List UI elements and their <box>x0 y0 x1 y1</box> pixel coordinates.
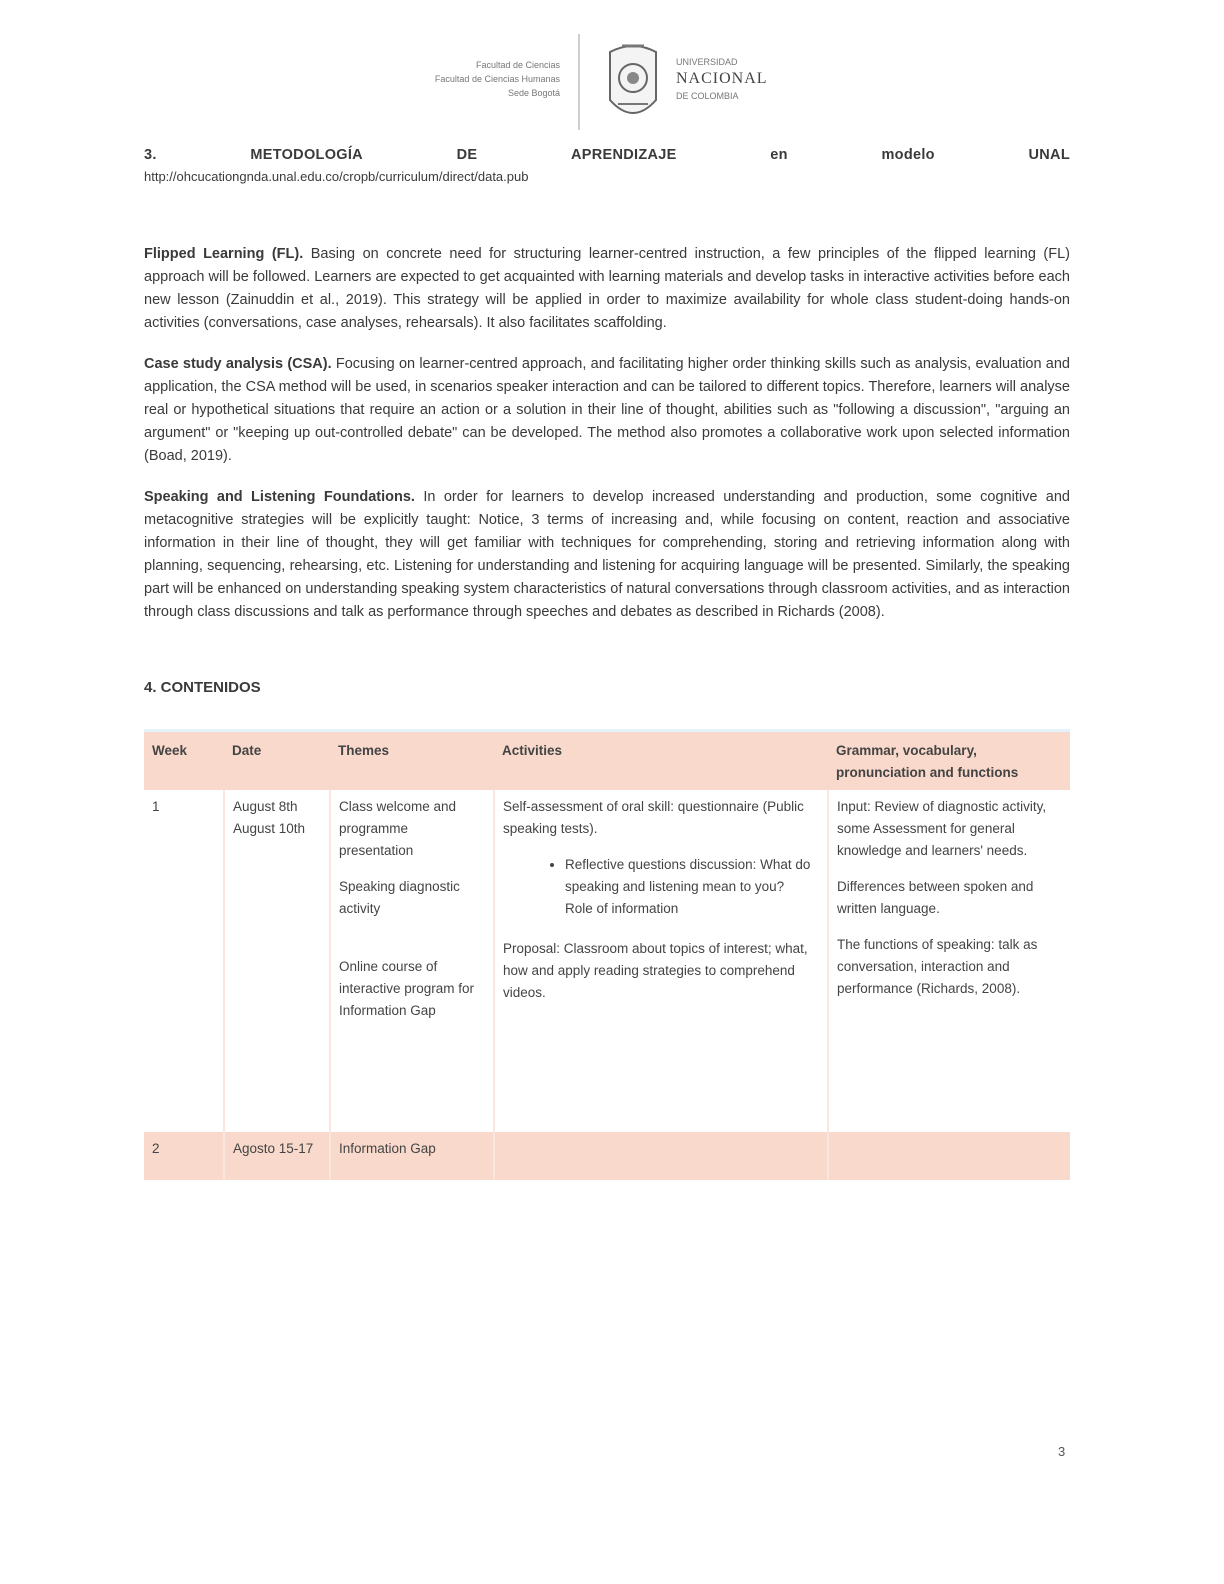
date-line: August 10th <box>233 821 306 836</box>
contents-heading: 4. CONTENIDOS <box>144 679 261 696</box>
column-header-date: Date <box>224 732 330 790</box>
paragraph-text: Focusing on learner-centred approach, and facilitating higher order thinking skills such as analysis, evaluation and application, the CSA method will be used, in scenarios speaker interaction and can be tailored to different topics. Therefore, learners will analyse real or hypothetical situations that require an action or a solution in their line of thought, abilities such as "following a discussion", "arguing an argument" or "keeping up out-controlled debate" can be developed. The method also promotes a collaborative work upon selected information (Boad, 2019). <box>144 356 1070 464</box>
document-body <box>144 144 1070 1180</box>
column-header-grammar: Grammar, vocabulary, pronunciation and functions <box>828 732 1070 790</box>
themes-cell: Information Gap <box>330 1132 494 1180</box>
paragraph-speaking-listening <box>144 486 1070 624</box>
heading-word: DE <box>456 147 478 163</box>
section-3-heading <box>144 144 1070 167</box>
university-line-2: NACIONAL <box>676 70 768 87</box>
paragraph-text: In order for learners to develop increased understanding and production, some cognitive and metacognitive strategies will be explicitly taught: Notice, 3 terms of increasing and, while focusing on content, reaction and associative information in their line of thought, they will get familiar with techniques for comprehending, storing and retrieving information along with planning, sequencing, rehearsing, etc. Listening for understanding and listening for acquiring language will be presented. Similarly, the speaking part will be enhanced on understanding speaking system characteristics of natural conversations through classroom activities, and as interaction through class discussions and talk as performance through speeches and debates as described in Richards (2008). <box>144 489 1070 620</box>
column-header-activities: Activities <box>494 732 828 790</box>
faculty-line-2: Facultad de Ciencias Humanas <box>434 74 560 84</box>
themes-cell <box>330 790 494 1132</box>
heading-word: en <box>770 147 788 163</box>
contents-table <box>144 732 1070 1180</box>
list-item: • Reflective questions discussion: What do speaking and listening mean to you? <box>565 854 819 898</box>
activity-outro: Proposal: Classroom about topics of interest; what, how and apply reading strategies to comprehend videos. <box>503 941 808 1000</box>
university-shield-icon <box>604 38 662 128</box>
date-line: August 8th <box>233 799 298 814</box>
theme-item: Speaking diagnostic activity <box>339 879 460 916</box>
university-line-1: UNIVERSIDAD <box>676 57 738 67</box>
activities-cell <box>494 790 828 1132</box>
activity-list <box>503 854 819 920</box>
faculty-line-1: Facultad de Ciencias <box>475 60 560 70</box>
table-row <box>144 790 1070 1132</box>
contents-table-wrapper <box>144 729 1070 1180</box>
grammar-item: Differences between spoken and written language. <box>837 879 1034 916</box>
heading-word: modelo <box>881 147 935 163</box>
list-item: Role of information <box>565 901 679 916</box>
heading-word: UNAL <box>1028 147 1070 163</box>
heading-word: METODOLOGÍA <box>250 147 363 163</box>
date-cell: Agosto 15-17 <box>224 1132 330 1180</box>
grammar-item: The functions of speaking: talk as conversation, interaction and performance (Richards, 2008). <box>837 937 1038 996</box>
theme-item: Online course of interactive program for Information Gap <box>339 959 475 1018</box>
table-header-row <box>144 732 1070 790</box>
table-row <box>144 1132 1070 1180</box>
university-logo-text <box>676 56 836 102</box>
university-line-3: DE COLOMBIA <box>676 91 739 101</box>
page-header <box>0 28 1224 134</box>
grammar-cell <box>828 1132 1070 1180</box>
week-cell: 1 <box>144 790 224 1132</box>
theme-item: Class welcome and programme presentation <box>339 799 457 858</box>
paragraph-lead: Flipped Learning (FL). <box>144 246 304 262</box>
section-3-url[interactable]: http://ohcucationgnda.unal.edu.co/cropb/curriculum/direct/data.pub <box>144 169 529 184</box>
activity-intro: Self-assessment of oral skill: questionnaire (Public speaking tests). <box>503 799 804 836</box>
heading-word: 3. <box>144 147 157 163</box>
column-header-themes: Themes <box>330 732 494 790</box>
week-cell: 2 <box>144 1132 224 1180</box>
paragraph-text: Basing on concrete need for structuring learner-centred instruction, a few principles of the flipped learning (FL) approach will be followed. Learners are expected to get acquainted with learning materials and develop tasks in interactive activities before each new lesson (Zainuddin et al., 2019). This strategy will be applied in order to maximize availability for whole class student-doing hands-on activities (conversations, case analyses, rehearsals). It also facilitates scaffolding. <box>144 246 1070 331</box>
faculty-line-3: Sede Bogotá <box>507 88 560 98</box>
paragraph-lead: Speaking and Listening Foundations. <box>144 489 415 505</box>
paragraph-case-study <box>144 353 1070 468</box>
grammar-cell <box>828 790 1070 1132</box>
column-header-week: Week <box>144 732 224 790</box>
faculty-logo-text <box>380 58 560 100</box>
heading-word: APRENDIZAJE <box>571 147 677 163</box>
page-number: 3 <box>1058 1444 1066 1459</box>
paragraph-lead: Case study analysis (CSA). <box>144 356 332 372</box>
grammar-item: Input: Review of diagnostic activity, some Assessment for general knowledge and learners' needs. <box>837 799 1047 858</box>
date-cell <box>224 790 330 1132</box>
activities-cell <box>494 1132 828 1180</box>
paragraph-flipped-learning <box>144 243 1070 335</box>
logo-divider <box>578 34 580 130</box>
